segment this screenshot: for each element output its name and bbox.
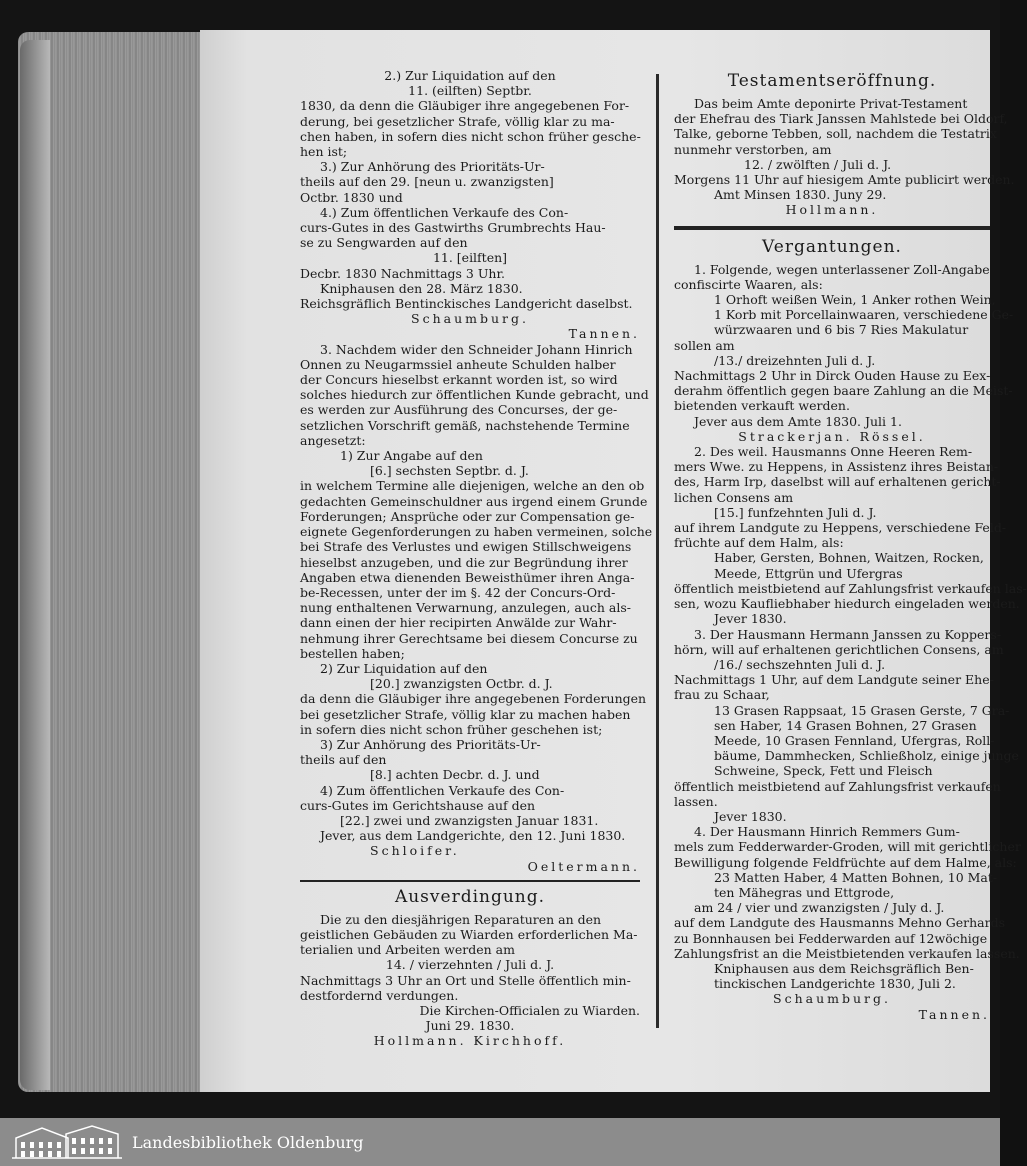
text-line: in welchem Termine alle diejenigen, welche an den ob <box>300 478 645 494</box>
text-line: /13./ dreizehnten Juli d. J. <box>714 352 876 368</box>
text-line: [22.] zwei und zwanzigsten Januar 1831. <box>340 812 599 828</box>
text-line: angesetzt: <box>300 432 366 448</box>
text-line: hieselbst anzugeben, und die zur Begründung ihrer <box>300 554 628 570</box>
book-spine-edge <box>20 40 50 1090</box>
text-line: der Concurs hieselbst erkannt worden ist, so wird <box>300 372 618 388</box>
text-line: Die Kirchen-Officialen zu Wiarden. <box>419 1002 640 1018</box>
text-line: eignete Gegenforderungen zu haben vermeinen, solche <box>300 524 653 540</box>
text-line: Oeltermann. <box>527 858 640 874</box>
column-divider <box>656 74 659 1028</box>
text-line: Jever aus dem Amte 1830. Juli 1. <box>694 413 902 429</box>
text-line: Strackerjan. Rössel. <box>738 428 926 444</box>
text-line: es werden zur Ausführung des Concurses, der ge- <box>300 402 618 418</box>
text-line: destfordernd verdungen. <box>300 987 459 1003</box>
text-line: nunmehr verstorben, am <box>674 141 832 157</box>
text-line: nehmung ihrer Gerechtsame bei diesem Concurse zu <box>300 630 638 646</box>
text-line: terialien und Arbeiten werden am <box>300 942 515 958</box>
text-line: Schloifer. <box>370 843 460 859</box>
library-name: Landesbibliothek Oldenburg <box>132 1132 364 1152</box>
text-line: dann einen der hier recipirten Anwälde zur Wahr- <box>300 615 617 631</box>
library-building-logo-icon <box>12 1124 122 1160</box>
text-line: Meede, Ettgrün und Ufergras <box>714 565 903 581</box>
text-line: frau zu Schaar, <box>674 687 770 703</box>
footer-bar <box>0 1118 1000 1166</box>
text-line: tinckischen Landgerichte 1830, Juli 2. <box>714 976 956 992</box>
text-line: nung enthaltenen Verwarnung, anzulegen, auch als- <box>300 600 632 616</box>
left-column-text <box>300 68 653 874</box>
text-line: theils auf den 29. [neun u. zwanzigsten] <box>300 174 554 190</box>
heading-vergantungen: Vergantungen. <box>762 236 902 257</box>
text-line: sen, wozu Kaufliebhaber hiedurch eingeladen werden. <box>674 596 1020 612</box>
text-line: theils auf den <box>300 752 387 768</box>
heading-testamentseroeffnung: Testamentseröffnung. <box>727 71 937 91</box>
text-line: solches hiedurch zur öffentlichen Kunde gebracht, und <box>300 387 649 403</box>
text-line: Nachmittags 1 Uhr, auf dem Landgute seiner Ehe- <box>674 672 994 688</box>
text-line: Schaumburg. <box>773 991 891 1007</box>
text-line: se zu Sengwarden auf den <box>300 235 468 251</box>
text-line: confiscirte Waaren, als: <box>674 276 823 292</box>
text-line: Haber, Gersten, Bohnen, Waitzen, Rocken, <box>714 550 984 566</box>
heading-ausverdingung: Ausverdingung. <box>394 886 546 907</box>
text-line: am 24 / vier und zwanzigsten / July d. J. <box>694 900 945 916</box>
text-line: Bewilligung folgende Feldfrüchte auf dem Halme, als: <box>674 854 1017 870</box>
text-line: 3. Nachdem wider den Schneider Johann Hinrich <box>320 341 633 357</box>
text-line: Die zu den diesjährigen Reparaturen an den <box>320 911 602 927</box>
text-line: [20.] zwanzigsten Octbr. d. J. <box>370 676 553 692</box>
text-line: hen ist; <box>300 144 348 160</box>
text-line: lichen Consens am <box>674 489 794 505</box>
text-line: bietenden verkauft werden. <box>674 398 850 414</box>
section-divider <box>300 880 640 882</box>
text-line: curs-Gutes in des Gastwirths Grumbrechts Hau- <box>300 220 606 236</box>
text-line: Das beim Amte deponirte Privat-Testament <box>694 96 968 111</box>
text-line: Jever 1830. <box>714 611 787 627</box>
text-line: Nachmittags 2 Uhr in Dirck Ouden Hause zu Eex- <box>674 368 991 384</box>
text-line: 2. Des weil. Hausmanns Onne Heeren Rem- <box>694 444 973 460</box>
right-column <box>674 68 1027 1022</box>
text-line: 4.) Zum öffentlichen Verkaufe des Con- <box>320 204 569 220</box>
text-line: mels zum Fedderwarder-Groden, will mit gerichtlicher <box>674 839 1021 855</box>
text-line: Schaumburg. <box>411 311 529 327</box>
text-line: in sofern dies nicht schon früher geschehen ist; <box>300 721 603 737</box>
text-line: bestellen haben; <box>300 645 405 661</box>
text-line: Hollmann. Kirchhoff. <box>373 1033 567 1049</box>
text-line: Reichsgräflich Bentinckisches Landgericht daselbst. <box>300 296 633 312</box>
text-line: 11. (eilften) Septbr. <box>408 83 532 99</box>
text-line: curs-Gutes im Gerichtshause auf den <box>300 797 536 813</box>
text-line: gedachten Gemeinschuldner aus irgend einem Grunde <box>300 493 648 509</box>
text-line: Kniphausen aus dem Reichsgräflich Ben- <box>714 960 974 976</box>
text-line: 1 Orhoft weißen Wein, 1 Anker rothen Wein, <box>714 292 996 308</box>
text-line: geistlichen Gebäuden zu Wiarden erforderlichen Ma- <box>300 926 638 942</box>
left-column <box>300 68 653 1049</box>
text-line: 2.) Zur Liquidation auf den <box>384 68 556 83</box>
text-line: Kniphausen den 28. März 1830. <box>320 280 523 296</box>
text-line: Zahlungsfrist an die Meistbietenden verkaufen lassen. <box>674 945 1020 961</box>
text-line: Tannen. <box>568 326 640 342</box>
text-line: [15.] funfzehnten Juli d. J. <box>714 504 877 520</box>
text-line: 12. / zwölften / Juli d. J. <box>744 156 892 172</box>
text-line: zu Bonnhausen bei Fedderwarden auf 12wöchige <box>674 930 988 946</box>
text-line: 1 Korb mit Porcellainwaaren, verschiedene Ge- <box>714 307 1014 323</box>
text-line: der Ehefrau des Tiark Janssen Mahlstede bei Oldorf, <box>674 111 1008 127</box>
text-line: mers Wwe. zu Heppens, in Assistenz ihres Beistan- <box>674 459 999 475</box>
text-line: [8.] achten Decbr. d. J. und <box>370 767 540 783</box>
text-line: setzlichen Vorschrift gemäß, nachstehende Termine <box>300 417 630 433</box>
text-line: Jever, aus dem Landgerichte, den 12. Juni 1830. <box>320 828 626 844</box>
text-line: 1. Folgende, wegen unterlassener Zoll-Angabe <box>694 261 990 277</box>
vergantungen-text <box>674 261 1027 1022</box>
text-line: Jever 1830. <box>714 808 787 824</box>
text-line: sollen am <box>674 337 735 353</box>
text-line: Forderungen; Ansprüche oder zur Compensation ge- <box>300 508 635 524</box>
text-line: 4) Zum öffentlichen Verkaufe des Con- <box>320 782 565 798</box>
text-line: 13 Grasen Rappsaat, 15 Grasen Gerste, 7 Gra- <box>714 702 1010 718</box>
text-line: des, Harm Irp, daselbst will auf erhaltenen gericht- <box>674 474 1001 490</box>
text-line: 3.) Zur Anhörung des Prioritäts-Ur- <box>320 159 545 175</box>
text-line: 2) Zur Liquidation auf den <box>320 660 488 676</box>
printed-page <box>200 30 1027 1092</box>
text-line: 23 Matten Haber, 4 Matten Bohnen, 10 Mat- <box>714 869 998 885</box>
text-line: Morgens 11 Uhr auf hiesigem Amte publicirt werden. <box>674 172 1015 188</box>
text-line: bei gesetzlicher Strafe, völlig klar zu machen haben <box>300 706 631 722</box>
text-line: derung, bei gesetzlicher Strafe, völlig klar zu ma- <box>300 113 615 129</box>
text-line: auf ihrem Landgute zu Heppens, verschiedene Feld- <box>674 520 1007 536</box>
text-line: bei Strafe des Verlustes und ewigen Stillschweigens <box>300 539 632 555</box>
text-line: Octbr. 1830 und <box>300 189 403 205</box>
text-line: öffentlich meistbietend auf Zahlungsfrist verkaufen las- <box>674 580 1027 596</box>
ausverdingung-text <box>300 912 640 1049</box>
text-line: auf dem Landgute des Hausmanns Mehno Gerhards <box>674 915 1006 931</box>
text-line: Angaben etwa dienenden Beweisthümer ihren Anga- <box>300 569 635 585</box>
text-line: 1830, da denn die Gläubiger ihre angegebenen For- <box>300 98 630 114</box>
text-line: Amt Minsen 1830. Juny 29. <box>714 187 887 203</box>
text-line: /16./ sechszehnten Juli d. J. <box>714 656 886 672</box>
text-line: be-Recessen, unter der im §. 42 der Concurs-Ord- <box>300 584 616 600</box>
text-line: hörn, will auf erhaltenen gerichtlichen Consens, am <box>674 641 1004 657</box>
text-line: 3) Zur Anhörung des Prioritäts-Ur- <box>320 736 541 752</box>
text-line: bäume, Dammhecken, Schließholz, einige junge <box>714 748 1019 764</box>
text-line: ten Mähegras und Ettgrode, <box>714 884 895 900</box>
testament-text <box>674 96 1015 218</box>
text-line: derahm öffentlich gegen baare Zahlung an die Meist- <box>674 383 1013 399</box>
text-line: Meede, 10 Grasen Fennland, Ufergras, Roll- <box>714 732 995 748</box>
text-line: würzwaaren und 6 bis 7 Ries Makulatur <box>714 322 969 338</box>
text-line: Onnen zu Neugarmssiel anheute Schulden halber <box>300 356 616 372</box>
text-line: Schweine, Speck, Fett und Fleisch <box>714 763 933 779</box>
text-line: 4. Der Hausmann Hinrich Remmers Gum- <box>694 824 960 840</box>
text-line: da denn die Gläubiger ihre angegebenen Forderungen <box>300 691 647 707</box>
text-line: 11. [eilften] <box>432 250 508 266</box>
text-line: früchte auf dem Halm, als: <box>674 535 844 551</box>
text-line: öffentlich meistbietend auf Zahlungsfrist verkaufen <box>674 778 1001 794</box>
text-line: Decbr. 1830 Nachmittags 3 Uhr. <box>300 265 506 281</box>
text-line: [6.] sechsten Septbr. d. J. <box>370 463 529 479</box>
text-line: Talke, geborne Tebben, soll, nachdem die Testatrix <box>674 126 997 142</box>
text-line: Tannen. <box>918 1006 990 1022</box>
text-line: Juni 29. 1830. <box>425 1018 515 1034</box>
text-line: Nachmittags 3 Uhr an Ort und Stelle öffentlich min- <box>300 972 631 988</box>
text-line: 1) Zur Angabe auf den <box>340 448 483 464</box>
text-line: chen haben, in sofern dies nicht schon früher gesche- <box>300 128 641 144</box>
text-line: sen Haber, 14 Grasen Bohnen, 27 Grasen <box>714 717 977 733</box>
text-line: Hollmann. <box>785 202 879 218</box>
text-line: 14. / vierzehnten / Juli d. J. <box>385 957 555 973</box>
text-line: lassen. <box>674 793 718 809</box>
text-line: 3. Der Hausmann Hermann Janssen zu Koppers- <box>694 626 1002 642</box>
section-divider <box>674 226 990 230</box>
